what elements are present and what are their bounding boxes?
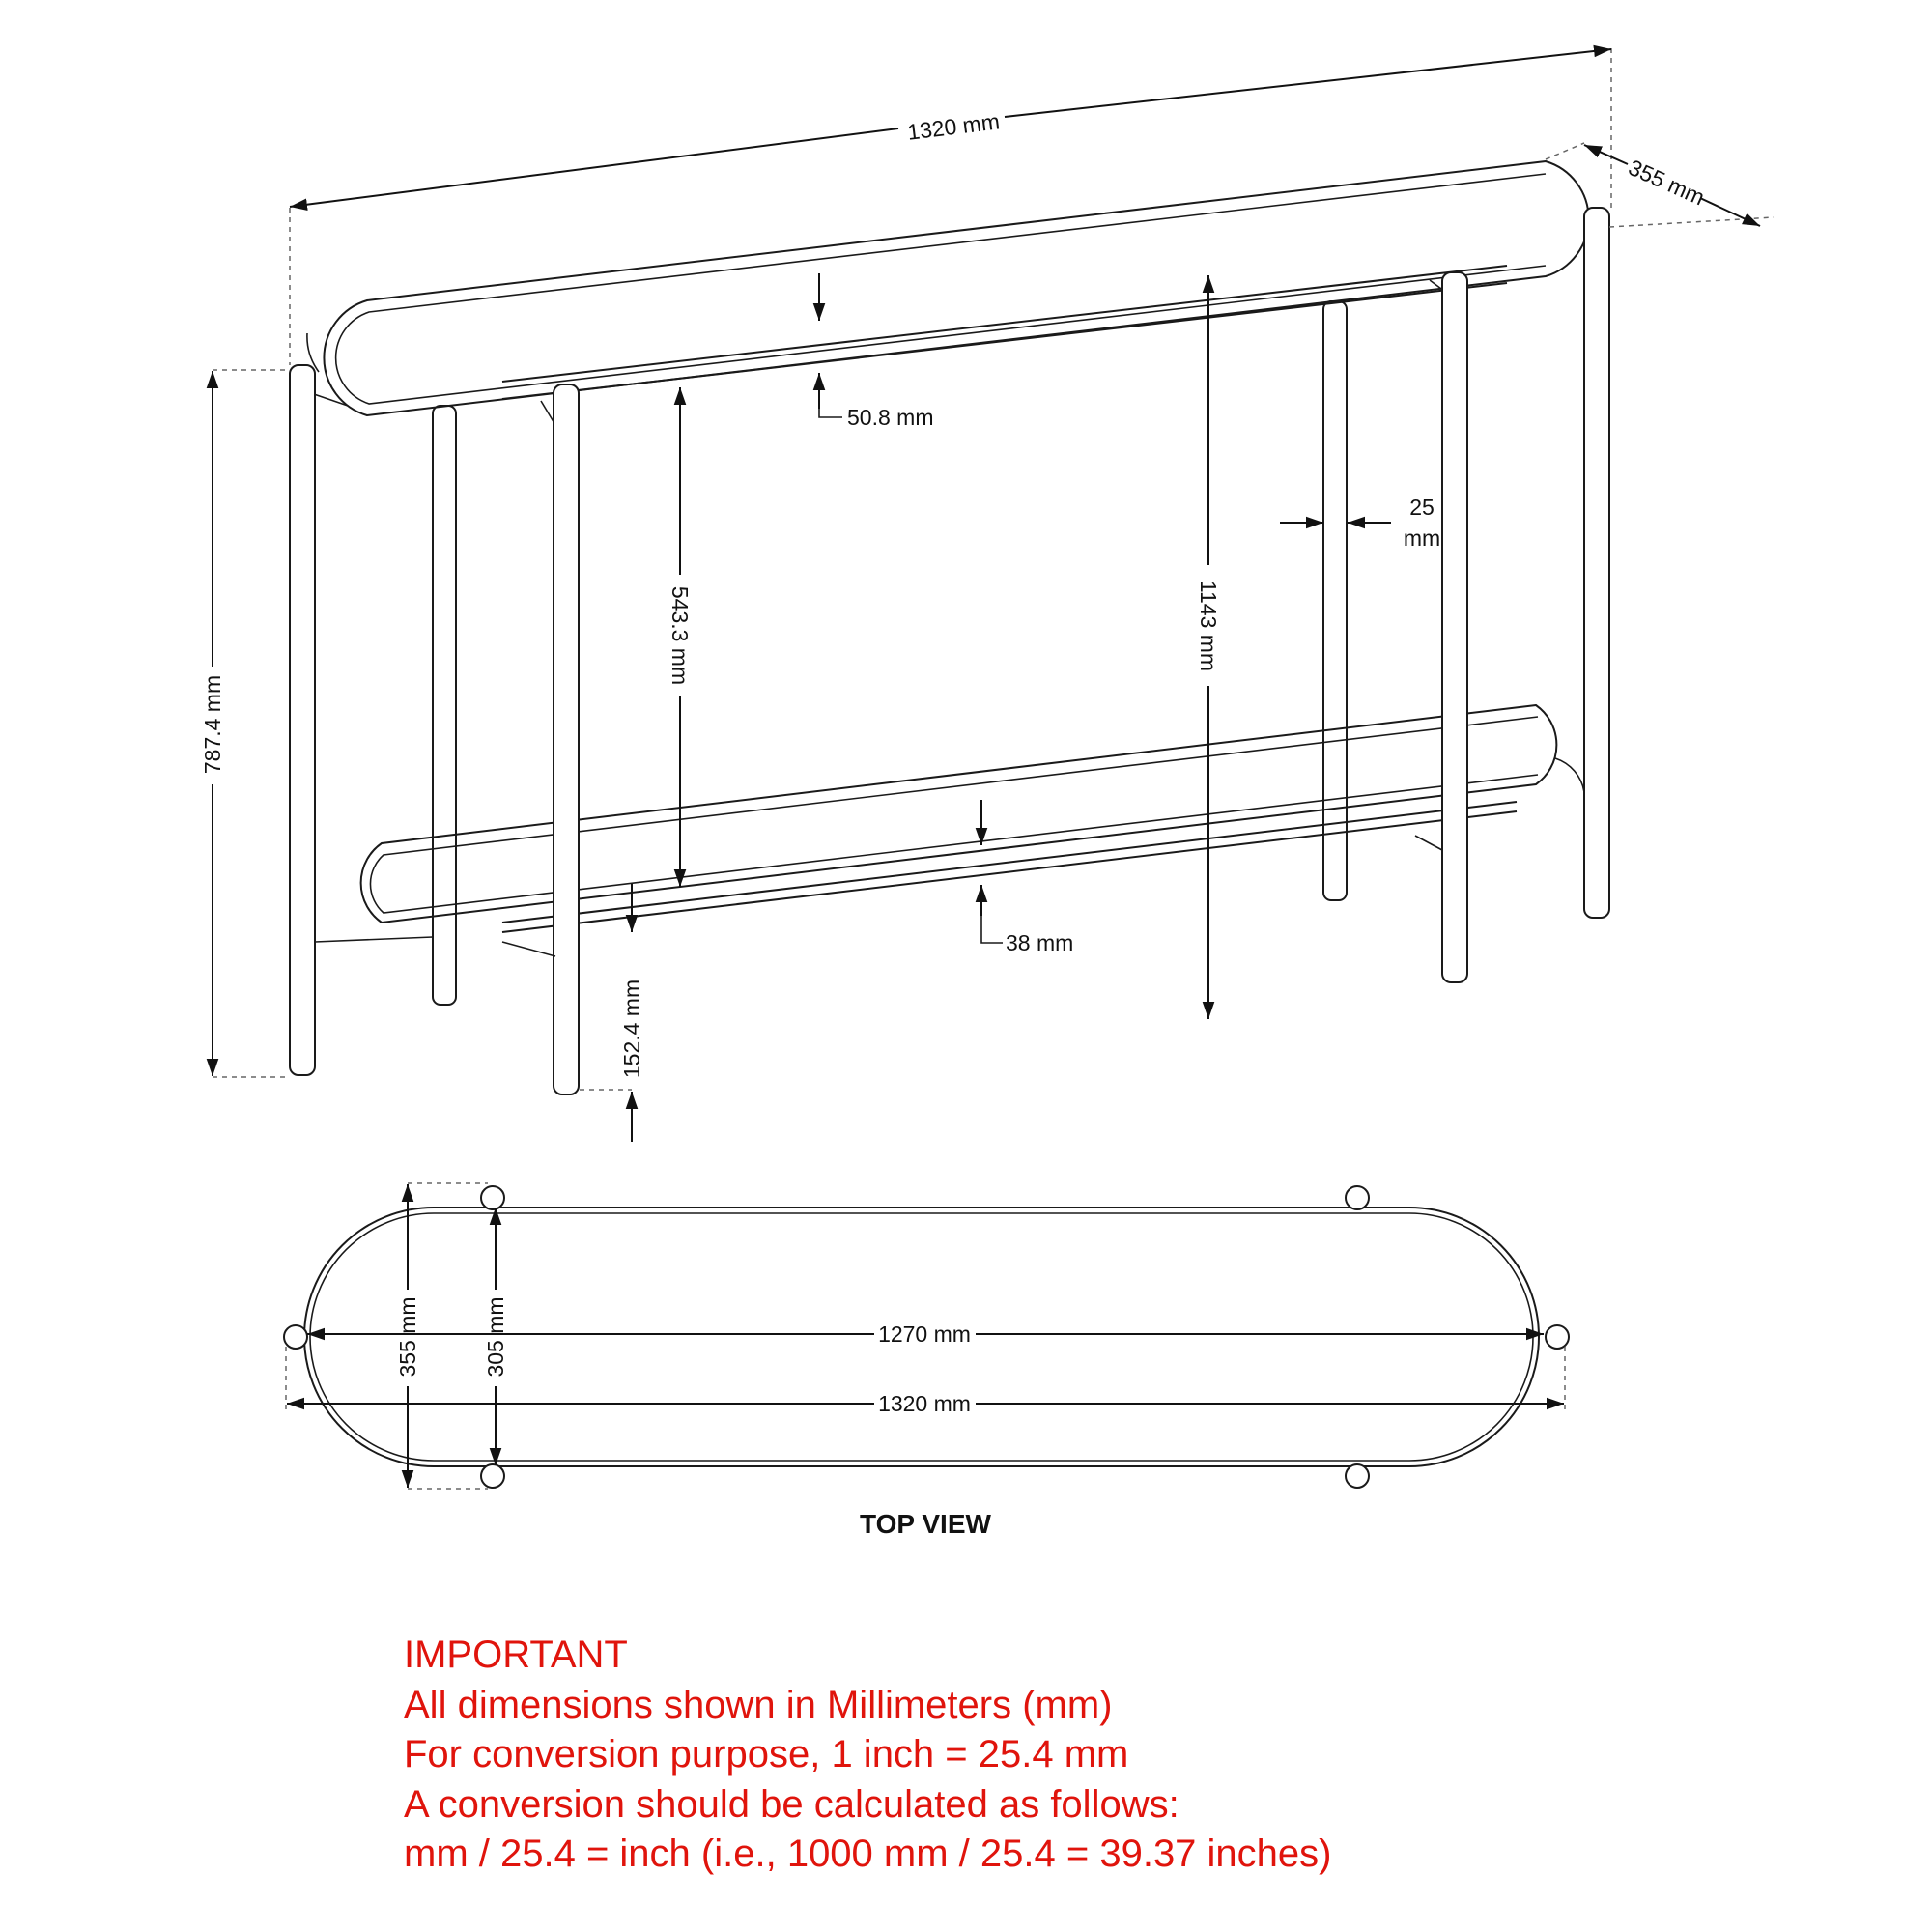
important-notes bbox=[404, 1631, 1332, 1880]
depth-label: 355 mm bbox=[1625, 154, 1709, 211]
top-view bbox=[284, 1183, 1569, 1539]
length-label: 1320 mm bbox=[905, 108, 1002, 145]
floor-clearance-label: 152.4 mm bbox=[619, 979, 644, 1079]
leg-dot bbox=[481, 1186, 504, 1209]
bottom-shelf bbox=[361, 705, 1584, 932]
top-thickness-label: 50.8 mm bbox=[847, 405, 934, 430]
leg-dot bbox=[284, 1325, 307, 1349]
leg-dot bbox=[481, 1464, 504, 1488]
top-depth-inner-label: 305 mm bbox=[483, 1296, 508, 1378]
notes-line: For conversion purpose, 1 inch = 25.4 mm bbox=[404, 1733, 1129, 1776]
leg-width-value: 25 bbox=[1409, 495, 1435, 520]
notes-line: mm / 25.4 = inch (i.e., 1000 mm / 25.4 = 39.37 inches) bbox=[404, 1833, 1332, 1875]
top-view-caption: TOP VIEW bbox=[860, 1509, 991, 1539]
top-inner-length-label: 1270 mm bbox=[878, 1321, 971, 1347]
notes-line: A conversion should be calculated as follows: bbox=[404, 1782, 1179, 1826]
front-legs bbox=[290, 208, 1609, 1094]
top-outer-length-label: 1320 mm bbox=[878, 1391, 971, 1416]
table-top bbox=[307, 161, 1589, 425]
leg-dot bbox=[1546, 1325, 1569, 1349]
notes-heading: IMPORTANT bbox=[404, 1634, 628, 1676]
leg-height-label: 787.4 mm bbox=[200, 674, 225, 775]
leg-dot bbox=[1346, 1186, 1369, 1209]
shelf-gap-label: 543.3 mm bbox=[668, 585, 693, 686]
total-height-label: 1143 mm bbox=[1196, 580, 1221, 672]
notes-line: All dimensions shown in Millimeters (mm) bbox=[404, 1683, 1113, 1726]
perspective-view bbox=[200, 48, 1774, 1142]
leg-width-unit: mm bbox=[1403, 526, 1441, 551]
leg-dot bbox=[1346, 1464, 1369, 1488]
top-depth-outer-label: 355 mm bbox=[395, 1296, 420, 1378]
shelf-thickness-label: 38 mm bbox=[1006, 930, 1074, 955]
